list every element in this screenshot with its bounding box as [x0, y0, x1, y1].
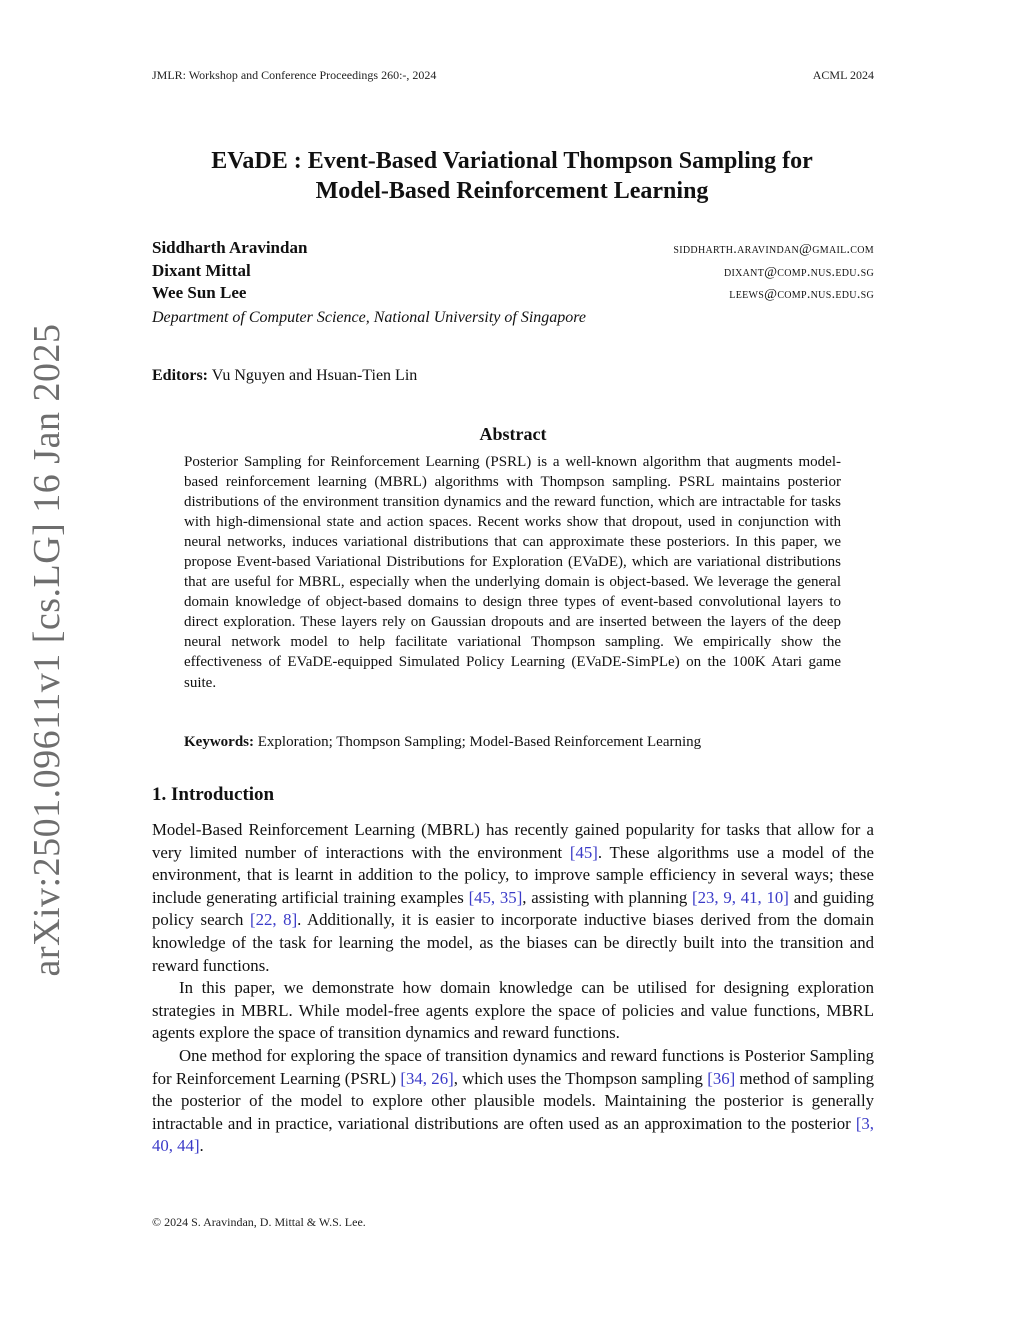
arxiv-stamp: arXiv:2501.09611v1 [cs.LG] 16 Jan 2025	[26, 323, 68, 977]
text-span: Model-Based Reinforcement Learning (MBRL) has recently gained popularity for tasks that allow for a very limited number of interactions with the environment	[152, 820, 874, 862]
paper-title	[140, 146, 884, 206]
abstract-text: Posterior Sampling for Reinforcement Learning (PSRL) is a well-known algorithm that augments model-based reinforcement learning (MBRL) algorithms with Thompson sampling. PSRL maintains posterior distributions of the environment transition dynamics and the reward function, which are intractable for tasks with high-dimensional state and action spaces. Recent works show that dropout, used in conjunction with neural networks, induces variational distributions that can approximate these posteriors. In this paper, we propose Event-based Variational Distributions for Exploration (EVaDE), which are variational distributions that are useful for MBRL, especially when the underlying domain is object-based. We leverage the general domain knowledge of object-based domains to design three types of event-based convolutional layers to direct exploration. These layers rely on Gaussian dropouts and are inserted between the layers of the deep neural network model to help facilitate variational Thompson sampling. We empirically show the effectiveness of EVaDE-equipped Simulated Policy Learning (EVaDE-SimPLe) on the 100K Atari game suite.	[184, 454, 841, 691]
text-span: .	[199, 1136, 204, 1156]
citation-link[interactable]: [3, 40, 44]	[152, 1113, 874, 1156]
author-row	[152, 261, 874, 284]
citation-link[interactable]: [36]	[707, 1068, 736, 1088]
citation-link[interactable]: [45, 35]	[468, 887, 523, 907]
author-email[interactable]: leews@comp.nus.edu.sg	[729, 287, 874, 302]
intro-paragraph-2: In this paper, we demonstrate how domain knowledge can be utilised for designing exploration strategies in MBRL. While model-free agents explore the space of policies and value functions, MBRL agents explore the space of transition dynamics and reward functions.	[152, 978, 874, 1043]
running-head-left: JMLR: Workshop and Conference Proceedings 260:-, 2024	[152, 68, 437, 82]
running-head	[152, 68, 874, 83]
text-span: . These algorithms use a model of the environment, that is learnt in addition to the policy, to improve sample efficiency in several ways; these include generating artificial training examples	[152, 842, 874, 907]
title-line-1: EVaDE : Event-Based Variational Thompson Sampling for	[211, 148, 813, 174]
intro-paragraph-1	[152, 819, 874, 977]
author-row	[152, 238, 874, 261]
citation-link[interactable]: [45]	[569, 842, 598, 862]
text-span: , assisting with planning	[522, 887, 693, 907]
running-head-right: ACML 2024	[812, 68, 874, 82]
intro-paragraph-3	[152, 1045, 874, 1158]
author-row	[152, 283, 874, 306]
keywords-line	[184, 734, 841, 751]
author-block	[152, 238, 874, 327]
keywords-label: Keywords:	[184, 734, 254, 750]
author-name: Wee Sun Lee	[152, 283, 247, 302]
editors-names: Vu Nguyen and Hsuan-Tien Lin	[211, 367, 418, 384]
text-span: method of sampling the posterior of the model to explore other plausible models. Maintaining the posterior is generally intractable and in practice, variational distributions are often used as an approximation to the posterior	[152, 1068, 875, 1133]
editors-line	[152, 367, 417, 385]
introduction-body	[152, 819, 874, 1158]
author-email[interactable]: siddharth.aravindan@gmail.com	[673, 242, 874, 257]
citation-link[interactable]: [23, 9, 41, 10]	[692, 887, 789, 907]
author-name: Dixant Mittal	[152, 260, 251, 280]
citation-link[interactable]: [34, 26]	[400, 1068, 454, 1088]
editors-label: Editors:	[152, 367, 208, 384]
text-span: , which uses the Thompson sampling	[453, 1068, 708, 1088]
abstract-body	[184, 452, 841, 693]
copyright-footer: © 2024 S. Aravindan, D. Mittal & W.S. Lee.	[152, 1215, 366, 1229]
affiliation: Department of Computer Science, National University of Singapore	[152, 308, 587, 326]
title-line-2: Model-Based Reinforcement Learning	[315, 178, 709, 204]
section-heading-introduction: 1. Introduction	[152, 784, 275, 805]
author-email[interactable]: dixant@comp.nus.edu.sg	[723, 264, 874, 280]
text-span: . Additionally, it is easier to incorporate inductive biases derived from the domain knowledge of the task for learning the model, as the biases can be directly built into the transition and reward functions.	[152, 910, 874, 975]
citation-link[interactable]: [22, 8]	[250, 910, 298, 930]
author-name: Siddharth Aravindan	[152, 238, 308, 257]
abstract-heading: Abstract	[479, 424, 547, 444]
keywords-text: Exploration; Thompson Sampling; Model-Based Reinforcement Learning	[257, 734, 702, 750]
text-span: One method for exploring the space of transition dynamics and reward functions is Posterior Sampling for Reinforcement Learning (PSRL)	[152, 1045, 874, 1088]
text-span: and guiding policy search	[152, 887, 874, 930]
